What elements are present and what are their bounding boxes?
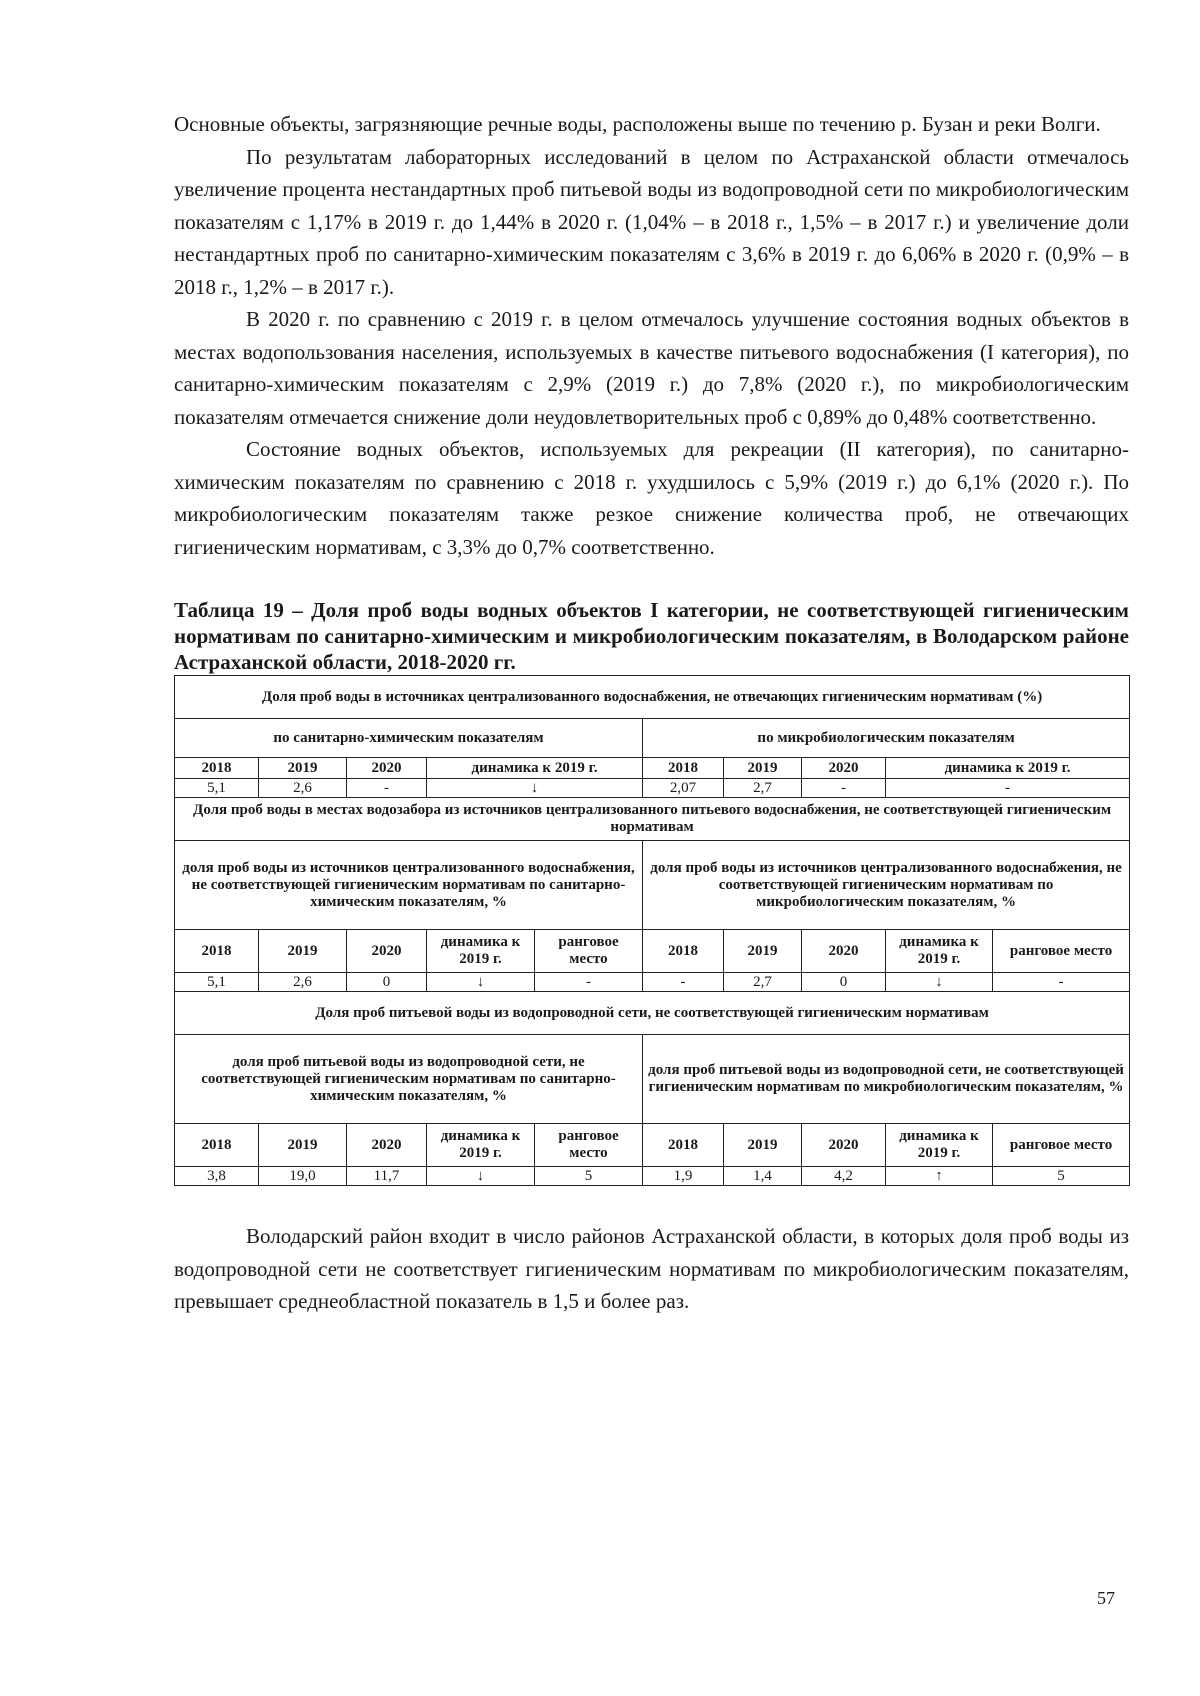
- col-header: 2018: [175, 1124, 259, 1167]
- col-header: 2018: [175, 930, 259, 973]
- table-cell: 11,7: [347, 1167, 427, 1186]
- paragraph-3: В 2020 г. по сравнению с 2019 г. в целом отмечалось улучшение состояния водных объектов в местах водопользования населения, используемых в качестве питьевого водоснабжения (I категория), по санитарно-химическим показателям с 2,9% (2019 г.) до 7,8% (2020 г.), по микробиологическим показателям отмечается снижение доли неудовлетворительных проб с 0,89% до 0,48% соответственно.: [174, 307, 1129, 429]
- table-cell: 2,7: [724, 779, 802, 798]
- section-3-title: Доля проб питьевой воды из водопроводной сети, не соответствующей гигиеническим нормативам: [175, 992, 1130, 1035]
- col-header: 2020: [802, 930, 886, 973]
- col-header: 2019: [724, 758, 802, 779]
- table-cell: 1,9: [643, 1167, 724, 1186]
- col-header: ранговое место: [535, 1124, 643, 1167]
- data-table: [174, 675, 1130, 1186]
- table-cell: 2,6: [259, 779, 347, 798]
- table-cell: -: [802, 779, 886, 798]
- table-cell: 5,1: [175, 973, 259, 992]
- section-1-left-head: по санитарно-химическим показателям: [175, 719, 643, 758]
- table-cell: -: [993, 973, 1130, 992]
- table-cell: 19,0: [259, 1167, 347, 1186]
- table-cell: -: [347, 779, 427, 798]
- col-header: динамика к 2019 г.: [886, 930, 993, 973]
- col-header: динамика к 2019 г.: [427, 930, 535, 973]
- col-header: 2020: [347, 930, 427, 973]
- paragraph-2: По результатам лабораторных исследований в целом по Астраханской области отмечалось увеличение процента нестандартных проб питьевой воды из водопроводной сети по микробиологическим показателям с 1,17% в 2019 г. до 1,44% в 2020 г. (1,04% – в 2018 г., 1,5% – в 2017 г.) и увеличение доли нестандартных проб по санитарно-химическим показателям с 3,6% в 2019 г. до 6,06% в 2020 г. (0,9% – в 2018 г., 1,2% – в 2017 г.).: [174, 144, 1129, 299]
- paragraph-5: Володарский район входит в число районов Астраханской области, в которых доля проб воды из водопроводной сети не соответствует гигиеническим нормативам по микробиологическим показателям, превышает среднеобластной показатель в 1,5 и более раз.: [174, 1224, 1129, 1313]
- col-header: динамика к 2019 г.: [427, 1124, 535, 1167]
- section-2-title: Доля проб воды в местах водозабора из источников централизованного питьевого водоснабжения, не соответствующей гигиеническим нормативам: [175, 798, 1130, 841]
- table-cell: 5,1: [175, 779, 259, 798]
- col-header: 2019: [259, 758, 347, 779]
- table-caption: Таблица 19 – Доля проб воды водных объектов I категории, не соответствующей гигиеническим нормативам по санитарно-химическим и микробиологическим показателям, в Володарском районе Астраханской области, 2018-2020 гг.: [174, 598, 1129, 674]
- table-cell: ↑: [886, 1167, 993, 1186]
- col-header: ранговое место: [993, 930, 1130, 973]
- table-cell: -: [886, 779, 1130, 798]
- col-header: динамика к 2019 г.: [427, 758, 643, 779]
- section-1-title: Доля проб воды в источниках централизованного водоснабжения, не отвечающих гигиеническим нормативам (%): [175, 676, 1130, 719]
- table-cell: -: [535, 973, 643, 992]
- table-cell: ↓: [427, 779, 643, 798]
- col-header: 2019: [724, 930, 802, 973]
- table-cell: 2,6: [259, 973, 347, 992]
- col-header: 2020: [802, 1124, 886, 1167]
- col-header: 2020: [802, 758, 886, 779]
- col-header: ранговое место: [535, 930, 643, 973]
- table-cell: 4,2: [802, 1167, 886, 1186]
- page-number: 57: [1097, 1588, 1115, 1608]
- table-cell: 5: [993, 1167, 1130, 1186]
- col-header: 2019: [724, 1124, 802, 1167]
- col-header: динамика к 2019 г.: [886, 758, 1130, 779]
- document-page: [174, 108, 1129, 1318]
- table-cell: 5: [535, 1167, 643, 1186]
- table-cell: ↓: [427, 1167, 535, 1186]
- paragraph-4: Состояние водных объектов, используемых для рекреации (II категория), по санитарно-химическим показателям по сравнению с 2018 г. ухудшилось с 5,9% (2019 г.) до 6,1% (2020 г.). По микробиологическим показателям также резкое снижение количества проб, не отвечающих гигиеническим нормативам, с 3,3% до 0,7% соответственно.: [174, 437, 1129, 559]
- col-header: 2018: [643, 758, 724, 779]
- table-cell: 3,8: [175, 1167, 259, 1186]
- col-header: 2020: [347, 1124, 427, 1167]
- section-2-left-head: доля проб воды из источников централизованного водоснабжения, не соответствующей гигиеническим нормативам по санитарно-химическим показателям, %: [175, 841, 643, 930]
- col-header: динамика к 2019 г.: [886, 1124, 993, 1167]
- section-1-right-head: по микробиологическим показателям: [643, 719, 1130, 758]
- paragraph-1: Основные объекты, загрязняющие речные воды, расположены выше по течению р. Бузан и реки Волги.: [174, 112, 1101, 136]
- col-header: 2018: [643, 1124, 724, 1167]
- col-header: 2018: [643, 930, 724, 973]
- table-cell: 0: [347, 973, 427, 992]
- col-header: 2018: [175, 758, 259, 779]
- table-cell: 0: [802, 973, 886, 992]
- section-3-left-head: доля проб питьевой воды из водопроводной сети, не соответствующей гигиеническим нормативам по санитарно-химическим показателям, %: [175, 1035, 643, 1124]
- col-header: 2019: [259, 1124, 347, 1167]
- col-header: 2020: [347, 758, 427, 779]
- table-cell: 1,4: [724, 1167, 802, 1186]
- table-cell: ↓: [427, 973, 535, 992]
- col-header: ранговое место: [993, 1124, 1130, 1167]
- section-3-right-head: доля проб питьевой воды из водопроводной сети, не соответствующей гигиеническим нормативам по микробиологическим показателям, %: [643, 1035, 1130, 1124]
- table-cell: ↓: [886, 973, 993, 992]
- table-cell: 2,07: [643, 779, 724, 798]
- section-2-right-head: доля проб воды из источников централизованного водоснабжения, не соответствующей гигиеническим нормативам по микробиологическим показателям, %: [643, 841, 1130, 930]
- table-cell: 2,7: [724, 973, 802, 992]
- table-cell: -: [643, 973, 724, 992]
- col-header: 2019: [259, 930, 347, 973]
